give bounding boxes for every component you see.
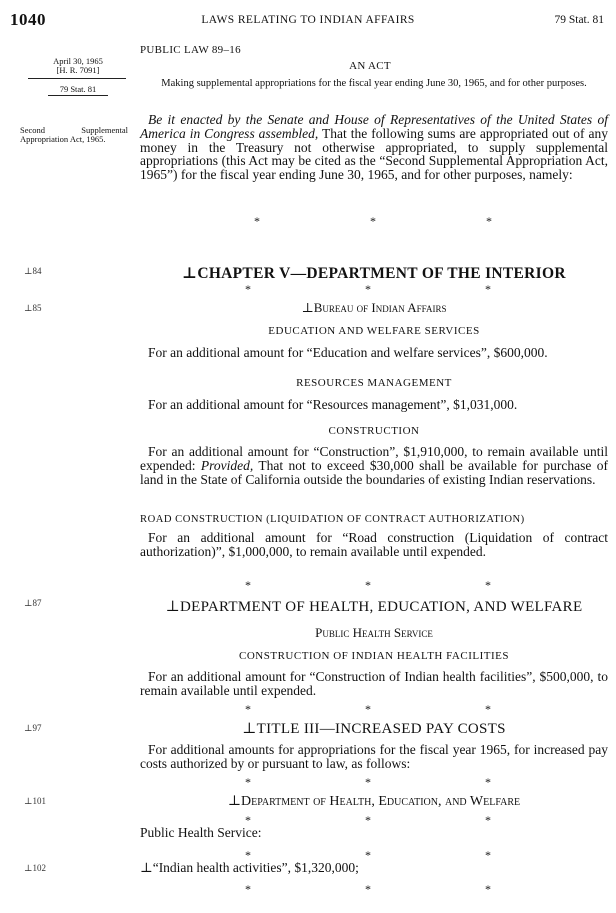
margin-ref: ⊥102 [24, 863, 46, 873]
enacting-clause-text: That the following sums are appropriated out of any money in the Treasury not otherwise appropriated, to supply supplemental appropriations (this Act may be cited as the “Second Supplemental Appropriation Act, 1965”) for the fiscal year ending June 30, 1965, and for other purposes, namely: [140, 125, 609, 183]
section-text: For an additional amount for “Construction of Indian health facilities”, $500,000, to remain available until expended. [140, 669, 608, 698]
enacting-clause-italic: Be it enacted by the Senate and House of Representatives of the United States of America in Congress assembled, [140, 112, 608, 141]
section-text-part: For an additional amount for “Construction”, $1,910,000, to remain available until expended: [140, 444, 608, 473]
margin-ref: ⊥87 [24, 598, 42, 608]
sidebar-date: April 30, 1965 [53, 56, 103, 66]
section-text-part: That not to exceed $30,000 shall be available for purchase of land in the State of California outside the boundaries of existing Indian reservations. [140, 457, 608, 487]
section-text [140, 445, 608, 486]
bureau-heading: ⊥Bureau of Indian Affairs [301, 300, 447, 315]
margin-ref: ⊥85 [24, 303, 42, 313]
service-heading: Public Health Service [315, 625, 433, 640]
sidebar-rule-short [48, 95, 108, 96]
margin-ref: ⊥97 [24, 723, 42, 733]
section-heading: CONSTRUCTION OF INDIAN HEALTH FACILITIES [239, 650, 509, 662]
title-text: For additional amounts for appropriations for the fiscal year 1965, for increased pay costs authorized by or pursuant to law, as follows: [140, 742, 608, 771]
section-text: For an additional amount for “Education and welfare services”, $600,000. [148, 345, 548, 360]
sidebar-stat: 79 Stat. 81 [59, 84, 97, 94]
section-heading: CONSTRUCTION [328, 425, 420, 437]
public-law-number: PUBLIC LAW 89–16 [140, 44, 241, 56]
proviso-italic: Provided, [200, 457, 254, 473]
service-line: Public Health Service: [140, 825, 262, 840]
section-heading: RESOURCES MANAGEMENT [296, 377, 452, 389]
margin-ref: ⊥101 [24, 796, 46, 806]
section-text: For an additional amount for “Resources management”, $1,031,000. [148, 397, 518, 412]
running-title: LAWS RELATING TO INDIAN AFFAIRS [201, 14, 415, 26]
enacting-clause [140, 113, 608, 182]
department-heading: ⊥DEPARTMENT OF HEALTH, EDUCATION, AND WELFARE [165, 599, 583, 615]
sidebar-rule [28, 78, 126, 79]
act-caption: Making supplemental appropriations for the fiscal year ending June 30, 1965, and for other purposes. [161, 78, 587, 89]
sidebar-note: Second Supplemental Appropriation Act, 1965. [20, 125, 128, 144]
title-heading: ⊥TITLE III—INCREASED PAY COSTS [242, 721, 506, 737]
sidebar-bill: [H. R. 7091] [56, 65, 100, 75]
chapter-heading: ⊥CHAPTER V—DEPARTMENT OF THE INTERIOR [182, 265, 566, 282]
appropriation-item: ⊥“Indian health activities”, $1,320,000; [140, 860, 359, 875]
section-text: For an additional amount for “Road construction (Liquidation of contract authorization)”, $1,000,000, to remain available until expended. [140, 530, 608, 559]
margin-ref: ⊥84 [24, 266, 42, 276]
section-heading: ROAD CONSTRUCTION (LIQUIDATION OF CONTRACT AUTHORIZATION) [140, 514, 525, 525]
department-heading: ⊥Department of Health, Education, and Welfare [227, 794, 521, 809]
header-stat-citation: 79 Stat. 81 [554, 14, 604, 26]
section-heading: EDUCATION AND WELFARE SERVICES [268, 325, 480, 337]
page-number: 1040 [10, 10, 46, 29]
act-heading: AN ACT [349, 60, 391, 72]
